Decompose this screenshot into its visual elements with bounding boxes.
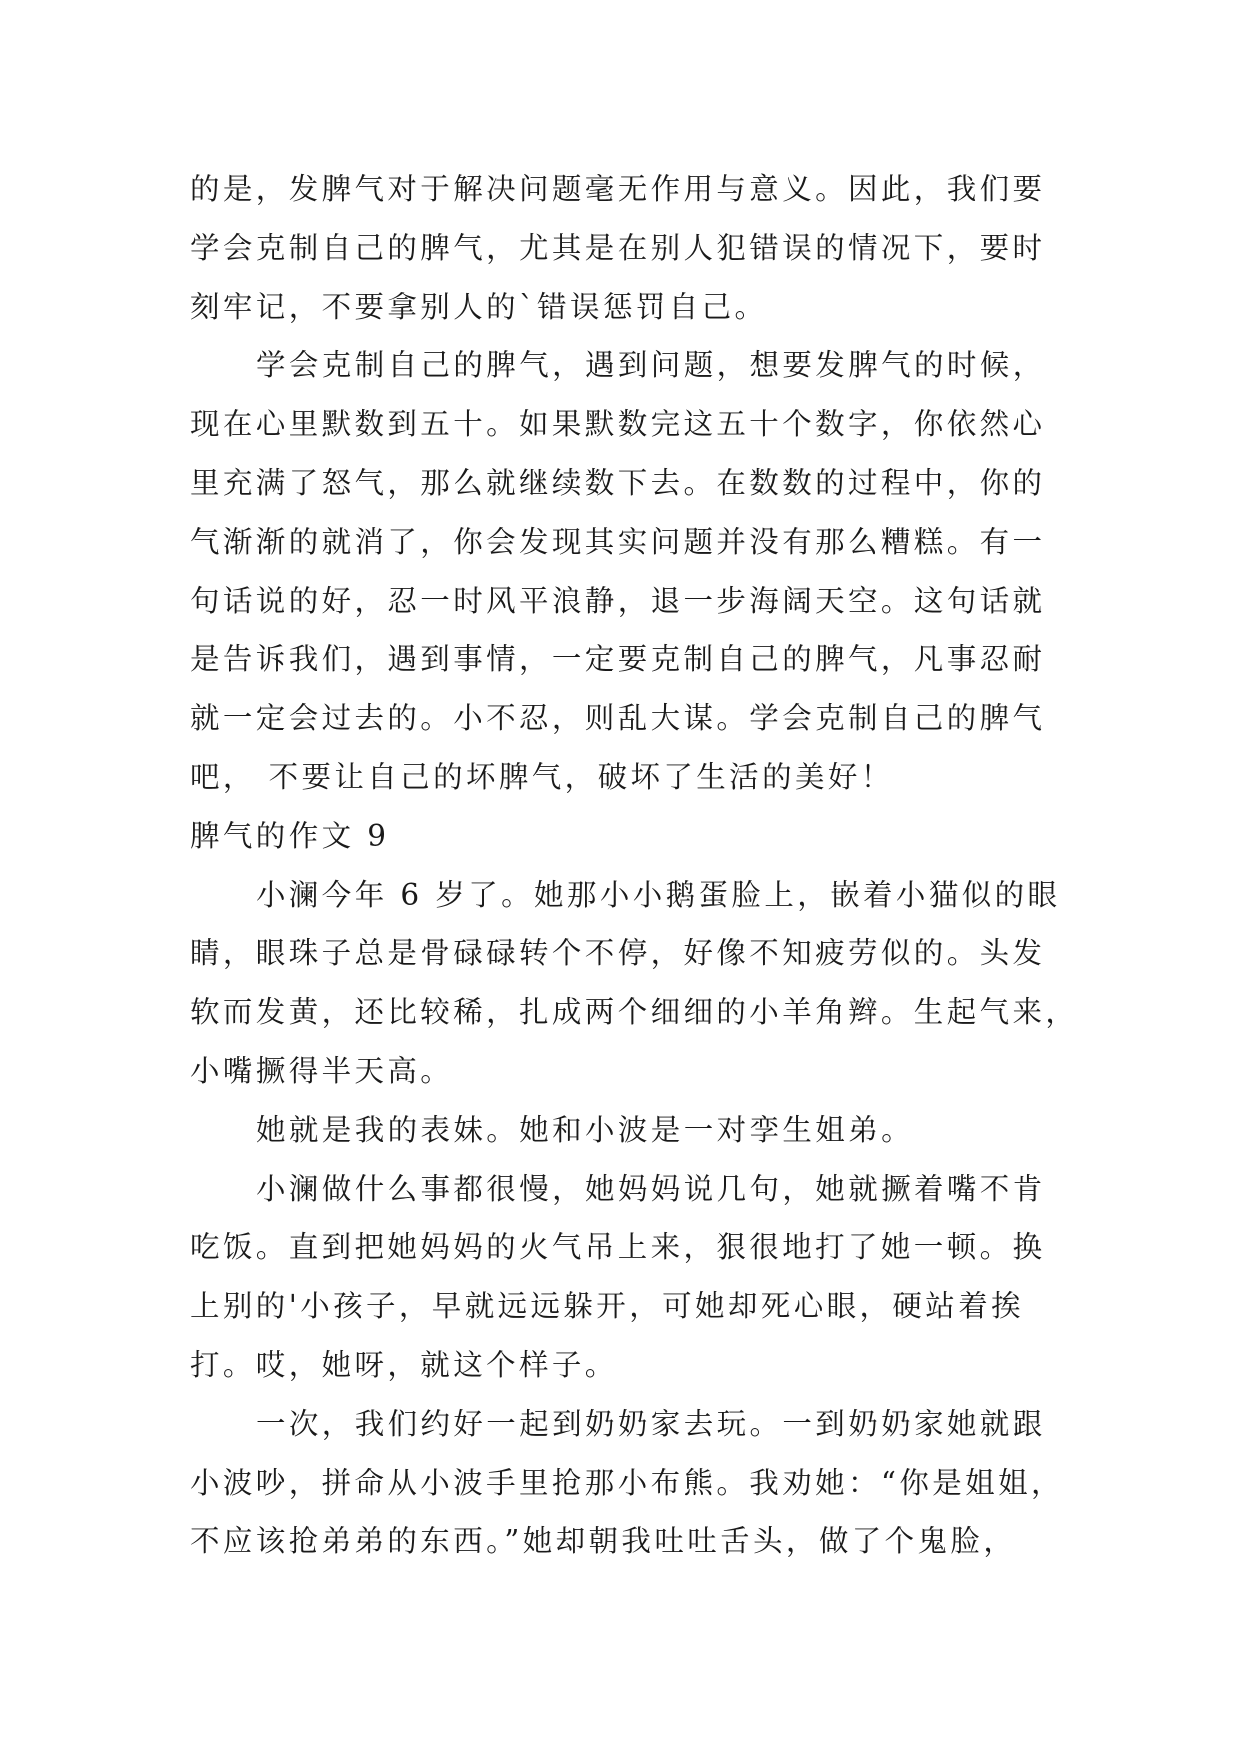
- text-line: 小澜做什么事都很慢，她妈妈说几句，她就撅着嘴不肯: [256, 1171, 1046, 1206]
- text-line: 睛，眼珠子总是骨碌碌转个不停，好像不知疲劳似的。头发: [190, 936, 1046, 971]
- paragraph: [190, 1160, 1058, 1395]
- text-line: 刻牢记，不要拿别人的`错误惩罚自己。: [190, 289, 768, 324]
- text-line: 里充满了怒气，那么就继续数下去。在数数的过程中，你的: [190, 465, 1046, 500]
- text-line: 现在心里默数到五十。如果默数完这五十个数字，你依然心: [190, 407, 1046, 442]
- text-line: 软而发黄，还比较稀，扎成两个细细的小羊角辫。生起气来，: [190, 995, 1079, 1030]
- document-page: [190, 160, 1079, 1571]
- text-line: 上别的'小孩子，早就远远躲开，可她却死心眼，硬站着挨: [190, 1289, 1025, 1324]
- text-line: 的是，发脾气对于解决问题毫无作用与意义。因此，我们要: [190, 172, 1046, 206]
- text-line: 小澜今年 6 岁了。她那小小鹅蛋脸上，嵌着小猫似的眼: [256, 877, 1061, 912]
- text-line: 小波吵，拼命从小波手里抢那小布熊。我劝她：“你是姐姐，: [190, 1465, 1064, 1500]
- text-line: 她就是我的表妹。她和小波是一对孪生姐弟。: [256, 1112, 915, 1147]
- paragraph-continuation: [190, 160, 1058, 336]
- text-line: 不应该抢弟弟的东西。”她却朝我吐吐舌头，做了个鬼脸，: [190, 1524, 1017, 1559]
- text-line: 就一定会过去的。小不忍，则乱大谋。学会克制自己的脾气: [190, 701, 1046, 736]
- text-line: 学会克制自己的脾气，遇到问题，想要发脾气的时候，: [256, 348, 1046, 383]
- paragraph: [190, 866, 1079, 1101]
- text-line: 一次，我们约好一起到奶奶家去玩。一到奶奶家她就跟: [256, 1406, 1046, 1441]
- text-line: 吧， 不要让自己的坏脾气，破坏了生活的美好！: [190, 759, 894, 794]
- section-title: 脾气的作文 9: [190, 818, 390, 853]
- text-line: 吃饭。直到把她妈妈的火气吊上来，狠很地打了她一顿。换: [190, 1230, 1046, 1265]
- text-line: 学会克制自己的脾气，尤其是在别人犯错误的情况下，要时: [190, 230, 1046, 265]
- text-line: 小嘴撅得半天高。: [190, 1053, 454, 1088]
- paragraph: [190, 336, 1058, 806]
- paragraph: [190, 1101, 1058, 1160]
- text-line: 打。哎，她呀，就这个样子。: [190, 1347, 618, 1382]
- text-line: 句话说的好，忍一时风平浪静，退一步海阔天空。这句话就: [190, 583, 1046, 618]
- text-line: 是告诉我们，遇到事情，一定要克制自己的脾气，凡事忍耐: [190, 642, 1046, 677]
- paragraph: [190, 1395, 1064, 1571]
- text-line: 气渐渐的就消了，你会发现其实问题并没有那么糟糕。有一: [190, 524, 1046, 559]
